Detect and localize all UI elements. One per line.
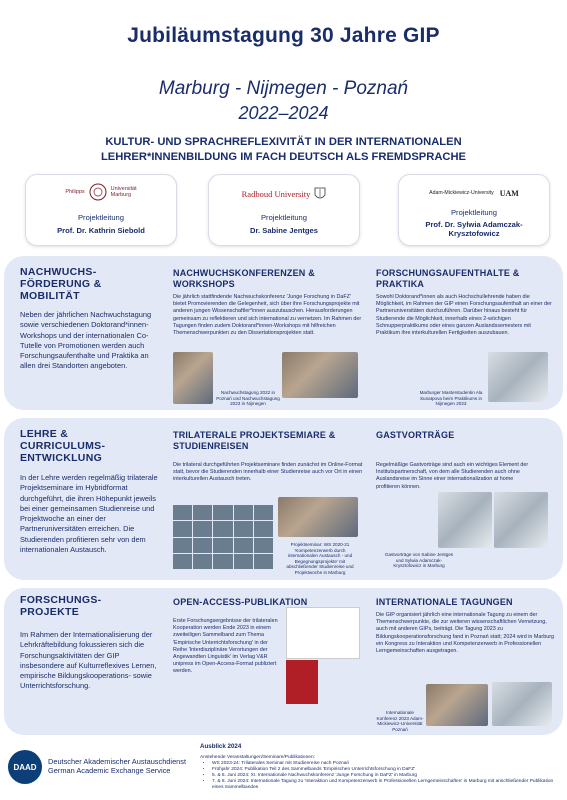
poster-title: Jubiläumstagung 30 Jahre GIP	[127, 24, 440, 47]
column-heading: TRILATERALE PROJEKTSEMIARE & STUDIENREISEN	[173, 430, 336, 451]
photo-caption: Gastvorträge von Sabine Jentges und Sylwia Adamczak-Krysztofowicz in Marburg	[384, 552, 454, 569]
section-heading: FORSCHUNGS-PROJEKTE	[20, 594, 102, 618]
partner-label: Projektleitung	[77, 213, 124, 222]
section-body: Im Rahmen der Internationalisierung der Lehrkräftebildung fokussieren sich die Forschungsaktivitäten der GIP insbesondere auf Kulturreflexives Lernen, empirische Bildungskooperations- sowie Unterrichtsforschung.	[20, 630, 157, 691]
partner-card-uam	[398, 174, 550, 246]
radboud-crest-icon	[314, 187, 326, 201]
photo-gastvortrag-1	[438, 492, 492, 548]
section-body: In der Lehre werden regelmäßig trilaterale Projektseminare im Hybridformat durchgeführt, die ihren Höhepunkt jeweils bei einer gemeinsamen Studienreise und Projektwoche an einer der Partneruniversitäten erreichen. Die Studierenden profitieren sehr von dem internationalen Austausch.	[20, 473, 158, 555]
partner-card-marburg	[25, 174, 177, 246]
photo-praktikum	[488, 352, 548, 402]
section-heading: NACHWUCHS-FÖRDERUNG & MOBILITÄT	[20, 266, 102, 302]
photo-konferenz-poster	[492, 682, 552, 726]
daad-name: Deutscher Akademischer Austauschdienst German Academic Exchange Service	[48, 757, 187, 775]
photo-gastvortrag-2	[494, 492, 548, 548]
column-heading: OPEN-ACCESS-PUBLIKATION	[173, 597, 308, 607]
daad-logo: DAAD	[8, 750, 42, 784]
ausblick-item: • 7. & 8. Juni 2024: Internationale Tagung zu 'Interaktion und Kompetenzerwerb in Professionellen Lerngemeinschaften' in Marburg mit anschließender Publikation eines Sammelbandes	[212, 779, 560, 791]
photo-nachwuchstagung-2023	[282, 352, 358, 398]
photo-caption: Internationale Konferenz 2023 Adam-Mickiewicz-Universität Poznań	[376, 710, 424, 732]
ausblick-item: • WS 2023-24: Trilaterales Seminar mit Studienreise nach Poznań	[212, 761, 560, 767]
partner-card-radboud	[208, 174, 360, 246]
column-body: Erste Forschungsergebnisse der trilateralen Kooperation werden Ende 2023 in einem zweiteiligen Sammelband zum Thema 'Empirische Unterrichtsforschung' in der Reihe 'Interdisziplinäre Verortungen der Angewandten Linguistik' im Verlag V&R unipress im Open-Access-Format publiziert werden.	[173, 618, 278, 675]
partner-label: Projektleitung	[450, 208, 497, 217]
topic-line-1: KULTUR- UND SPRACHREFLEXIVITÄT IN DER INTERNATIONALEN	[105, 136, 462, 148]
section-heading: LEHRE & CURRICULUMS-ENTWICKLUNG	[20, 428, 106, 464]
topic-line-2: LEHRER*INNENBILDUNG IM FACH DEUTSCH ALS FREMDSPRACHE	[100, 151, 467, 163]
column-body: Die GIP organisiert jährlich eine internationale Tagung zu einem der Themenschwerpunkte, die zur weiteren wissenschaftlichen Vernetzung, auch mit anderen GIPs, beiträgt. Die Tagung 2023 zu Bildungskooperationsforschung fand in Poznań statt; 2024 wird in Marburg ein Kongress zu Interaktion und Kompetenzerwerb in Professionellen Lerngemeinschaften ausgetragen.	[376, 612, 554, 655]
photo-caption: Marburger Masterstudentin Ala Sunatpova beim Praktikums in Nijmegen 2023	[419, 390, 483, 407]
column-body: Die jährlich stattfindende Nachwuchskonferenz 'Junge Forschung in DaFZ' bietet Promovierenden die Gelegenheit, sich über ihre Forschungsprojekte mit anderen jungen Wissenschaftler*innen auszutauschen. Herausforderungen gemeinsam zu reflektieren und sich international zu vernetzen. Im Rahmen der Tagungen finden zudem Doktorand*innen-Workshops mit hilfreichen Themenschwerpunkten zu den Dissertationsprojekten statt.	[173, 294, 362, 337]
column-body: Regelmäßige Gastvorträge sind auch ein wichtiges Element der Institutspartnerschaft, von dem alle Studierenden auch ohne Auslandsreise im Sinne einer internationalization at home profitieren können.	[376, 462, 529, 490]
poster-years: 2022–2024	[238, 103, 329, 123]
partner-name: Prof. Dr. Kathrin Siebold	[57, 226, 145, 235]
publication-book-cover	[286, 660, 318, 704]
ausblick-list: Anstehende Veranstaltungen/Seminare/Publikationen: • WS 2023-24: Trilaterales Seminar mit Studienreise nach Poznań • Frühjahr 2024: Publikation Teil 2 des Sammelbands 'Empirischen Unterrichtsforschung in DaFZ' • 5. & 6. Juni 2024: XI. Internationale Nachwuchskonferenz 'Junge Forschung in DaFZ' in Marburg • 7. & 8. Juni 2024: Internationale Tagung zu 'Interaktion und Kompetenzerwerb in Professionellen Lerngemeinschaften' in Marburg mit anschließender Publikation eines Sammelbandes	[200, 755, 560, 790]
column-heading: NACHWUCHSKONFERENZEN & WORKSHOPS	[173, 268, 315, 289]
marburg-seal-icon	[89, 183, 107, 201]
radboud-logo: Radboud University	[229, 185, 339, 203]
poster-subtitle: Marburg - Nijmegen - Poznań	[158, 78, 409, 99]
section-body: Neben der jährlichen Nachwuchstagung sowie verschiedenen Doktorand*innen-Workshops und der internationalen Co-Tutelle von Promotionen werden auch Forschungsaufenthalte und Praktika an allen drei Standorten angeboten.	[20, 310, 152, 371]
column-body: Sowohl Doktorand*innen als auch Hochschullehrende haben die Möglichkeit, im Rahmen der GIP einen Forschungsaufenthalt an einer der Partneruniversitäten durchzuführen. Darüber hinaus besteht für Studierende die Möglichkeit, innerhalb eines 2-wöchigen Schnupperpraktikums oder eines ganzen Auslandssemesters mit Praktikum ihre interkulturellen Fertigkeiten auszubauen.	[376, 294, 552, 337]
photo-caption: Nachwuchstagung 2022 in Poznań und Nachwuchstagung 2023 in Nijmegen	[216, 390, 280, 407]
marburg-logo: Philipps Universität Marburg	[54, 181, 148, 203]
photo-nachwuchstagung-2022	[173, 352, 213, 404]
partner-name: Dr. Sabine Jentges	[250, 226, 318, 235]
column-heading: FORSCHUNGSAUFENTHALTE & PRAKTIKA	[376, 268, 520, 289]
photo-projektwoche	[278, 497, 358, 537]
ausblick-item: • 5. & 6. Juni 2024: XI. Internationale Nachwuchskonferenz 'Junge Forschung in DaFZ' in Marburg	[212, 773, 560, 779]
partner-name: Prof. Dr. Sylwia Adamczak-Krysztofowicz	[425, 220, 523, 238]
ausblick-item: • Frühjahr 2024: Publikation Teil 2 des Sammelbands 'Empirischen Unterrichtsforschung in DaFZ'	[212, 767, 560, 773]
uam-logo: Adam-Mickiewicz-University UAM	[429, 188, 519, 198]
partner-label: Projektleitung	[260, 213, 307, 222]
publication-cover-preview	[286, 607, 360, 659]
ausblick-heading: Ausblick 2024	[200, 743, 242, 750]
column-heading: INTERNATIONALE TAGUNGEN	[376, 597, 513, 607]
photo-caption: Projektseminar: WS 2020-21 'Kompetenzerwerb durch internationalen Austausch - und Begegnungsprojekte' mit abschließender Studienreise und Projektwoche in Marburg	[286, 542, 354, 575]
poster-topic	[40, 135, 527, 165]
column-body: Die trilateral durchgeführten Projektseminare finden zunächst im Online-Format statt, bevor die Studierenden innerhalb einer Studienreise auch vor Ort in einen interkulturellen Austausch treten.	[173, 462, 363, 483]
photo-online-seminar-grid	[173, 505, 273, 569]
column-heading: GASTVORTRÄGE	[376, 430, 455, 440]
photo-konferenz-2023	[426, 684, 488, 726]
